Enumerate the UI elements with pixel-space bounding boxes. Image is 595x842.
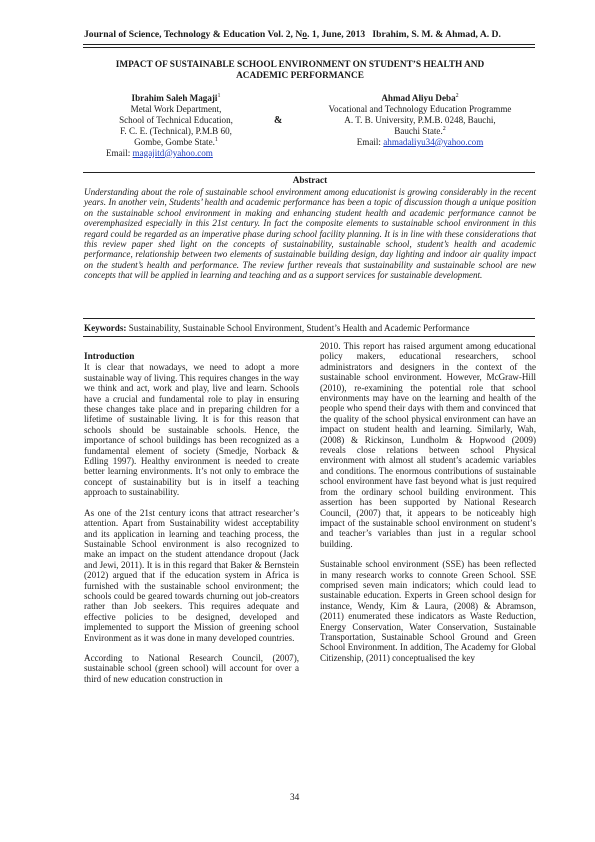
- author-1-sup: 1: [217, 92, 221, 99]
- author-2-email-link[interactable]: ahmadaliyu34@yahoo.com: [383, 136, 484, 147]
- author-block-2: [300, 93, 540, 148]
- keywords-rule: [83, 336, 535, 337]
- author-2-affil-1: Vocational and Technology Education Programme: [328, 103, 512, 114]
- keywords-text: Sustainability, Sustainable School Environment, Student’s Health and Academic Performance: [126, 323, 470, 333]
- author-2-email-label: Email:: [356, 136, 384, 147]
- author-ampersand: &: [274, 115, 283, 126]
- keywords-line: [84, 323, 536, 333]
- journal-name: Journal of Science, Technology & Education Vol. 2, N: [84, 29, 303, 40]
- author-1-email-label: Email:: [106, 147, 133, 158]
- author-2-affil-sup: 2: [442, 125, 446, 132]
- author-2-affil-2: A. T. B. University, P.M.B. 0248, Bauchi,: [344, 114, 496, 125]
- right-paragraph-2: Sustainable school environment (SSE) has been reflected in many research works to connote Green School. SSE comprised seven main indicators; which could lead to sustainable education. Experts in Green school design for instance, Wendy, Kim & Laura, (2008) & Abramson, (2011) enumerated these indicators as Waste Reduction, Energy Conservation, Water Conservation, Sustainable Transportation, Sustainable School Ground and Green School Environment. In addition, The Academy for Global Citizenship, (2011) conceptualised the key: [320, 559, 536, 663]
- introduction-heading: Introduction: [84, 352, 135, 362]
- left-column: [84, 352, 299, 694]
- title-line-1: IMPACT OF SUSTAINABLE SCHOOL ENVIRONMENT ON STUDENT’S HEALTH AND: [115, 60, 485, 70]
- author-2-affil-3: Bauchi State.: [394, 125, 443, 136]
- abstract-rule-bottom: [83, 318, 535, 319]
- abstract-heading: Abstract: [292, 176, 328, 186]
- running-header: [84, 29, 544, 40]
- paper-title: [90, 60, 510, 82]
- left-paragraph-3: According to National Research Council, (2007), sustainable school (green school) will account for over a third of new education construction in: [84, 652, 299, 684]
- author-1-email-link[interactable]: magajitd@yahoo.com: [132, 147, 213, 158]
- header-rule-top: [83, 44, 535, 45]
- page-number: 34: [290, 793, 300, 803]
- abstract-rule-top: [83, 172, 535, 173]
- header-authors: Ibrahim, S. M. & Ahmad, A. D.: [372, 29, 501, 40]
- abstract-text: Understanding about the role of sustainable school environment among educationist is growing considerably in the recent years. In another vein, Students’ health and academic performance has been a topic of discussion though a unique position on the sustainable school environment in making and enhancing student health and academic performance cannot be overemphasized especially in this 21st century. In fact the composite elements to sustainable school environment in this regard could be regarded as an imperative phase during school facility planning. It is in line with these considerations that this review paper shed light on the concepts of sustainability, sustainable school, student’s health and academic performance, relationship between two elements of sustainable building design, day lighting and indoor air quality impact on the student’s health and performance. The review further reveals that sustainability and sustainable school are new concepts that will be applied in learning and teaching and as a support services for sustainable development.: [84, 187, 536, 281]
- right-column: [320, 341, 536, 673]
- number-mark: o: [302, 29, 308, 40]
- issue-info: . 1, June, 2013: [307, 29, 366, 40]
- author-1-affil-4: Gombe, Gombe State.: [134, 136, 215, 147]
- keywords-label: Keywords:: [84, 323, 127, 333]
- title-line-2: ACADEMIC PERFORMANCE: [236, 71, 364, 81]
- author-block-1: [96, 93, 256, 158]
- left-paragraph-1: It is clear that nowadays, we need to adopt a more sustainable way of living. This requires changes in the way we think and act, work and play, live and learn. Schools have a crucial and fundamental role to play in ensuring these changes take place and in preparing children for a lifetime of sustainable living. It is for this reason that schools should be sustainable schools. Hence, the importance of school buildings has been recognized as a fundamental element of society (Smedje, Norback & Edling 1997). Healthy environment is needed to create better learning environments. It’s not only to embrace the concept of sustainability but is in itself a teaching approach to sustainability.: [84, 362, 299, 498]
- header-rule-bottom: [83, 47, 535, 48]
- author-2-name: Ahmad Aliyu Deba: [381, 93, 456, 103]
- author-1-name: Ibrahim Saleh Magaji: [131, 93, 218, 103]
- author-2-sup: 2: [455, 92, 459, 99]
- left-paragraph-2: As one of the 21st century icons that attract researcher’s attention. Apart from Sustainability widest acceptability and its application in learning and teaching process, the Sustainable School environment is also recognized to make an impact on the student attendance dropout (Jack and Jewi, 2011). It is in this regard that Baker & Bernstein (2012) argued that if the education system in Africa is furnished with the sustainable school environment; the schools could be geared towards churning out job-creators rather than Job seekers. This requires adequate and effective policies to be designed, developed and implemented to support the Mission of greening school Environment as it was done in many developed countries.: [84, 507, 299, 643]
- author-1-affil-2: School of Technical Education,: [119, 114, 233, 125]
- author-1-affil-sup: 1: [214, 136, 218, 143]
- right-paragraph-1: 2010. This report has raised argument among educational policy makers, educational researchers, school administrators and designers in the context of the sustainable school environment. However, McGraw-Hill (2010), re-examining the potential role that school environments may have on the learning and health of the people who spend their days with them and convinced that the quality of the school physical environment can have an impact on student health and learning. Similarly, Wah, (2008) & Rickinson, Lundholm & Hopwood (2009) reveals close relations between school Physical environment with almost all student’s academic variables and conditions. The enormous contributions of sustainable school environment have fast beyond what is just required from the ordinary school building environment. This assertion has been supported by National Research Council, (2007) that, it appears to be noticeably high impact of the sustainable school environment on student’s and teacher’s variables than just in a regular school building.: [320, 341, 536, 549]
- author-1-affil-3: F. C. E. (Technical), P.M.B 60,: [120, 125, 232, 136]
- author-1-affil-1: Metal Work Department,: [130, 103, 222, 114]
